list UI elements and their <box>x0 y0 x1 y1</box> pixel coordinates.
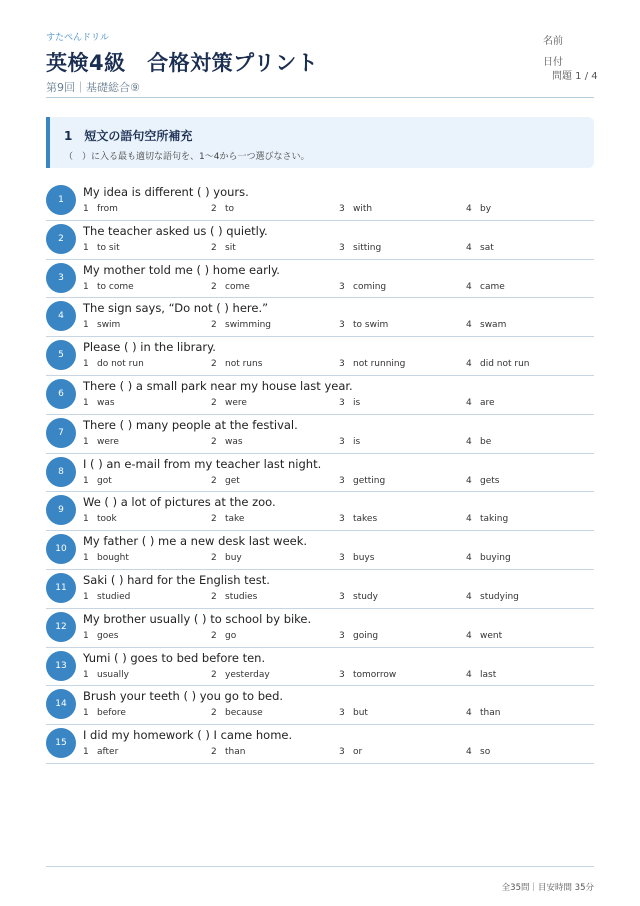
question-text: My brother usually ( ) to school by bike. <box>83 611 312 626</box>
option-number: 3 <box>339 591 345 602</box>
option-number: 1 <box>83 708 89 719</box>
answer-option[interactable] <box>466 398 495 408</box>
footer-divider <box>46 866 594 867</box>
option-number: 4 <box>466 630 472 641</box>
answer-option[interactable] <box>211 320 271 330</box>
section-title: 1 短文の語句空所補充 <box>64 129 193 143</box>
option-label: is <box>353 397 361 408</box>
option-number: 4 <box>466 475 472 486</box>
option-number: 4 <box>466 669 472 680</box>
question-number-badge: 4 <box>46 301 76 331</box>
option-label: were <box>225 397 247 408</box>
date-label: 日付 <box>543 57 563 68</box>
option-number: 1 <box>83 436 89 447</box>
option-label: do not run <box>97 359 144 370</box>
section-instruction: （ ）に入る最も適切な語句を、1～4から一つ選びなさい。 <box>64 152 310 162</box>
question-text: Brush your teeth ( ) you go to bed. <box>83 689 284 704</box>
option-label: buy <box>225 553 242 564</box>
option-label: to <box>225 204 235 214</box>
option-number: 2 <box>211 204 217 214</box>
option-number: 4 <box>466 553 472 564</box>
question-text: Yumi ( ) goes to bed before ten. <box>83 650 266 665</box>
question-text: My mother told me ( ) home early. <box>83 262 280 277</box>
question-row <box>46 609 594 648</box>
question-row <box>46 182 594 221</box>
option-number: 2 <box>211 514 217 525</box>
option-label: went <box>480 630 503 641</box>
question-number-badge: 5 <box>46 340 76 370</box>
answer-option[interactable] <box>466 631 502 641</box>
option-label: is <box>353 436 361 447</box>
option-number: 4 <box>466 320 472 331</box>
footer-info: 全35問｜目安時間 35分 <box>501 883 594 893</box>
question-text: We ( ) a lot of pictures at the zoo. <box>83 495 276 510</box>
answer-option[interactable] <box>211 708 263 718</box>
option-label: coming <box>353 281 387 292</box>
option-number: 1 <box>83 281 89 292</box>
answer-option[interactable] <box>339 476 385 486</box>
option-number: 1 <box>83 591 89 602</box>
question-text: The teacher asked us ( ) quietly. <box>83 223 268 238</box>
answer-option[interactable] <box>339 437 360 447</box>
question-text: There ( ) a small park near my house last year. <box>83 378 353 393</box>
option-number: 1 <box>83 242 89 253</box>
answer-option[interactable] <box>466 476 499 486</box>
question-row <box>46 415 594 454</box>
option-number: 1 <box>83 669 89 680</box>
option-number: 4 <box>466 747 472 758</box>
option-label: than <box>225 747 246 758</box>
option-number: 3 <box>339 553 345 564</box>
option-number: 4 <box>466 281 472 292</box>
answer-option[interactable] <box>83 437 119 447</box>
option-label: are <box>480 397 495 408</box>
option-label: come <box>225 281 250 292</box>
answer-option[interactable] <box>211 437 243 447</box>
option-number: 3 <box>339 281 345 292</box>
option-number: 1 <box>83 204 89 214</box>
answer-option[interactable] <box>466 320 506 330</box>
answer-option[interactable] <box>211 398 247 408</box>
option-label: to come <box>97 281 134 292</box>
answer-option[interactable] <box>211 514 244 524</box>
option-label: sat <box>480 242 494 253</box>
question-number-badge: 11 <box>46 573 76 603</box>
option-label: get <box>225 475 240 486</box>
answer-option[interactable] <box>339 398 360 408</box>
answer-option[interactable] <box>339 204 372 214</box>
option-label: bought <box>97 553 129 564</box>
option-number: 2 <box>211 281 217 292</box>
option-number: 1 <box>83 747 89 758</box>
answer-option[interactable] <box>466 359 530 369</box>
answer-option[interactable] <box>466 747 490 757</box>
answer-option[interactable] <box>339 514 377 524</box>
question-text: Please ( ) in the library. <box>83 340 216 355</box>
answer-option[interactable] <box>339 553 374 563</box>
question-number-badge: 9 <box>46 495 76 525</box>
question-number-badge: 12 <box>46 612 76 642</box>
question-row <box>46 492 594 531</box>
option-label: with <box>353 204 373 214</box>
option-number: 2 <box>211 397 217 408</box>
option-label: takes <box>353 514 378 525</box>
option-number: 2 <box>211 320 217 331</box>
answer-option[interactable] <box>339 708 368 718</box>
option-label: to swim <box>353 320 389 331</box>
option-label: swim <box>97 320 121 331</box>
answer-option[interactable] <box>466 437 491 447</box>
answer-option[interactable] <box>339 592 378 602</box>
question-text: My idea is different ( ) yours. <box>83 185 249 199</box>
question-number-badge: 15 <box>46 728 76 758</box>
option-number: 4 <box>466 708 472 719</box>
question-row <box>46 531 594 570</box>
option-label: not running <box>353 359 406 370</box>
answer-option[interactable] <box>211 243 236 253</box>
option-number: 3 <box>339 242 345 253</box>
option-number: 4 <box>466 514 472 525</box>
option-label: was <box>225 436 243 447</box>
answer-option[interactable] <box>466 592 519 602</box>
option-label: tomorrow <box>353 669 397 680</box>
option-label: studying <box>480 591 519 602</box>
question-number-badge: 6 <box>46 379 76 409</box>
option-label: be <box>480 436 492 447</box>
answer-option[interactable] <box>339 747 362 757</box>
option-label: sitting <box>353 242 382 253</box>
option-number: 3 <box>339 708 345 719</box>
option-number: 1 <box>83 630 89 641</box>
answer-option[interactable] <box>83 708 126 718</box>
question-number-badge: 7 <box>46 418 76 448</box>
page-title: 英検4級 合格対策プリント <box>46 51 319 75</box>
option-label: to sit <box>97 242 120 253</box>
option-number: 4 <box>466 436 472 447</box>
option-label: gets <box>480 475 500 486</box>
answer-option[interactable] <box>83 514 117 524</box>
question-row <box>46 376 594 415</box>
option-label: were <box>97 436 119 447</box>
option-label: getting <box>353 475 386 486</box>
option-number: 3 <box>339 669 345 680</box>
option-number: 3 <box>339 630 345 641</box>
question-number-badge: 14 <box>46 689 76 719</box>
answer-option[interactable] <box>211 670 270 680</box>
option-label: buys <box>353 553 375 564</box>
question-row <box>46 454 594 493</box>
option-number: 2 <box>211 747 217 758</box>
question-text: I did my homework ( ) I came home. <box>83 728 293 743</box>
option-number: 3 <box>339 475 345 486</box>
brand-label: すたぺんドリル <box>46 33 110 43</box>
page-subtitle: 第9回｜基礎総合⑨ <box>46 81 140 94</box>
option-number: 4 <box>466 204 472 214</box>
question-text: Saki ( ) hard for the English test. <box>83 572 270 587</box>
option-number: 3 <box>339 514 345 525</box>
answer-option[interactable] <box>83 282 134 292</box>
option-number: 2 <box>211 630 217 641</box>
option-label: not runs <box>225 359 263 370</box>
option-label: swam <box>480 320 507 331</box>
question-text: There ( ) many people at the festival. <box>83 417 298 432</box>
question-number-badge: 1 <box>46 185 76 215</box>
option-number: 1 <box>83 514 89 525</box>
option-label: taking <box>480 514 509 525</box>
question-number-badge: 10 <box>46 534 76 564</box>
option-number: 1 <box>83 359 89 370</box>
question-row <box>46 298 594 337</box>
question-number-badge: 2 <box>46 224 76 254</box>
name-label: 名前 <box>543 36 563 47</box>
answer-option[interactable] <box>211 282 250 292</box>
answer-option[interactable] <box>466 708 500 718</box>
option-label: study <box>353 591 378 602</box>
answer-option[interactable] <box>339 243 381 253</box>
answer-option[interactable] <box>211 359 262 369</box>
answer-option[interactable] <box>211 476 240 486</box>
question-row <box>46 648 594 687</box>
answer-option[interactable] <box>83 747 118 757</box>
answer-option[interactable] <box>211 631 236 641</box>
page-indicator: 問題 1 / 4 <box>552 71 598 82</box>
option-number: 4 <box>466 359 472 370</box>
answer-option[interactable] <box>466 204 491 214</box>
option-label: last <box>480 669 497 680</box>
question-row <box>46 221 594 260</box>
option-label: goes <box>97 630 119 641</box>
question-number-badge: 3 <box>46 263 76 293</box>
answer-option[interactable] <box>83 243 120 253</box>
option-label: took <box>97 514 117 525</box>
option-label: but <box>353 708 368 719</box>
question-number-badge: 13 <box>46 651 76 681</box>
answer-option[interactable] <box>466 514 508 524</box>
option-label: swimming <box>225 320 272 331</box>
question-row <box>46 725 594 764</box>
answer-option[interactable] <box>339 631 378 641</box>
answer-option[interactable] <box>83 553 129 563</box>
answer-option[interactable] <box>83 631 118 641</box>
option-label: from <box>97 204 118 214</box>
answer-option[interactable] <box>339 320 388 330</box>
option-number: 2 <box>211 553 217 564</box>
option-number: 3 <box>339 359 345 370</box>
question-text: The sign says, “Do not ( ) here.” <box>83 301 269 316</box>
option-number: 2 <box>211 591 217 602</box>
option-label: yesterday <box>225 669 270 680</box>
option-number: 3 <box>339 747 345 758</box>
option-label: because <box>225 708 263 719</box>
section-header <box>46 117 594 168</box>
option-label: came <box>480 281 505 292</box>
option-number: 2 <box>211 708 217 719</box>
answer-option[interactable] <box>211 747 245 757</box>
option-number: 2 <box>211 475 217 486</box>
option-number: 2 <box>211 669 217 680</box>
answer-option[interactable] <box>466 670 496 680</box>
option-number: 4 <box>466 397 472 408</box>
question-number-badge: 8 <box>46 457 76 487</box>
option-label: take <box>225 514 245 525</box>
answer-option[interactable] <box>83 592 130 602</box>
option-label: got <box>97 475 112 486</box>
answer-option[interactable] <box>83 670 129 680</box>
answer-option[interactable] <box>339 282 386 292</box>
question-text: My father ( ) me a new desk last week. <box>83 534 308 549</box>
option-label: sit <box>225 242 236 253</box>
option-label: after <box>97 747 119 758</box>
answer-option[interactable] <box>466 282 505 292</box>
option-number: 1 <box>83 320 89 331</box>
option-label: by <box>480 204 492 214</box>
option-label: so <box>480 747 491 758</box>
option-number: 1 <box>83 475 89 486</box>
option-label: or <box>353 747 363 758</box>
question-list <box>46 182 594 764</box>
option-number: 4 <box>466 242 472 253</box>
answer-option[interactable] <box>83 320 120 330</box>
answer-option[interactable] <box>211 204 234 214</box>
answer-option[interactable] <box>83 476 112 486</box>
option-number: 1 <box>83 397 89 408</box>
option-label: than <box>480 708 501 719</box>
option-label: did not run <box>480 359 530 370</box>
question-row <box>46 337 594 376</box>
option-number: 2 <box>211 359 217 370</box>
question-row <box>46 260 594 299</box>
option-number: 1 <box>83 553 89 564</box>
answer-option[interactable] <box>466 553 511 563</box>
question-text: I ( ) an e-mail from my teacher last night. <box>83 456 322 471</box>
option-number: 3 <box>339 397 345 408</box>
answer-option[interactable] <box>211 592 257 602</box>
option-label: usually <box>97 669 129 680</box>
option-label: go <box>225 630 237 641</box>
answer-option[interactable] <box>339 670 396 680</box>
option-label: buying <box>480 553 511 564</box>
option-number: 2 <box>211 436 217 447</box>
option-label: going <box>353 630 379 641</box>
option-number: 3 <box>339 204 345 214</box>
option-number: 3 <box>339 436 345 447</box>
option-number: 3 <box>339 320 345 331</box>
answer-option[interactable] <box>211 553 242 563</box>
question-row <box>46 570 594 609</box>
answer-option[interactable] <box>83 359 144 369</box>
option-label: before <box>97 708 126 719</box>
answer-option[interactable] <box>466 243 494 253</box>
answer-option[interactable] <box>339 359 405 369</box>
option-number: 4 <box>466 591 472 602</box>
answer-option[interactable] <box>83 204 118 214</box>
header-divider <box>46 97 594 98</box>
question-row <box>46 686 594 725</box>
answer-option[interactable] <box>83 398 115 408</box>
option-label: studied <box>97 591 131 602</box>
option-number: 2 <box>211 242 217 253</box>
option-label: studies <box>225 591 258 602</box>
option-label: was <box>97 397 115 408</box>
